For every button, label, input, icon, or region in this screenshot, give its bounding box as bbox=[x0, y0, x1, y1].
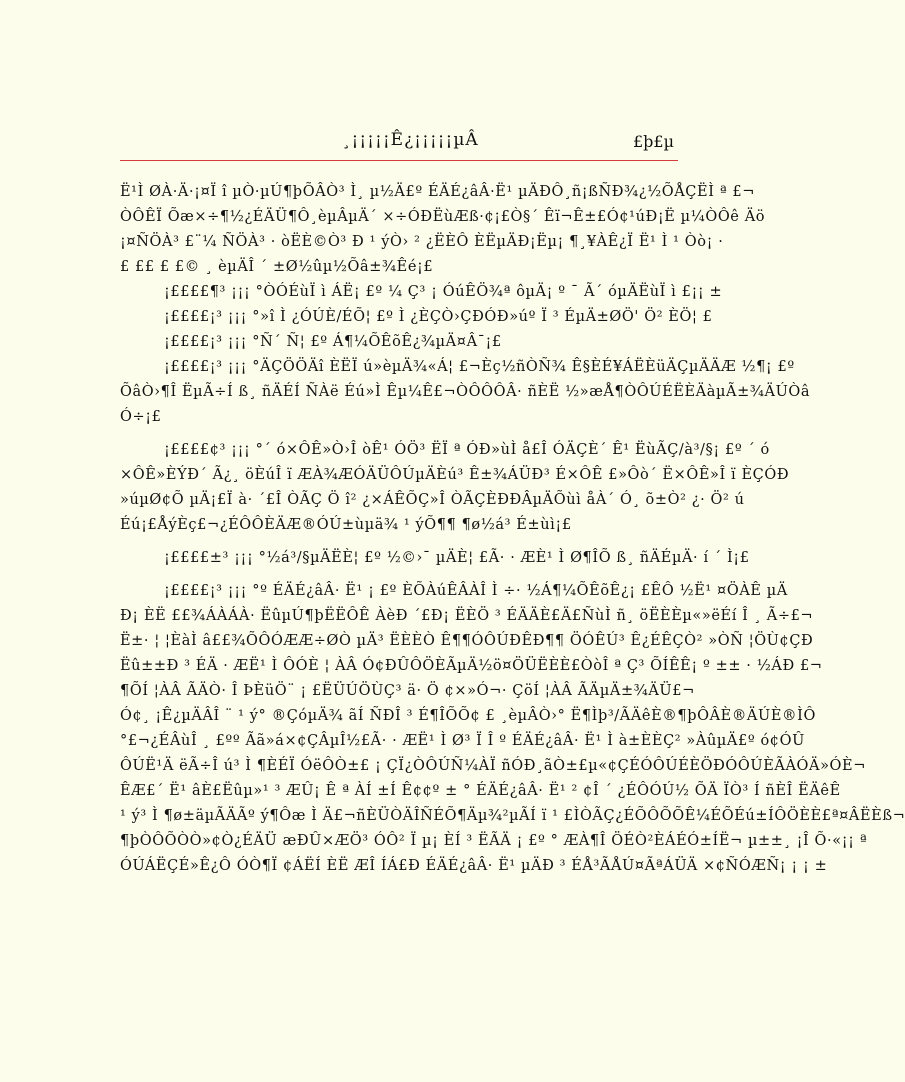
text-line: ×ÔÊ»ÈÝÐ´ Ã¿¸ öÈúÎ ï ÆÀ¾ÆÓÄÜÔÚµÄÈú³ Ê±¾ÁÜÐ³ É×ÔÊ £»Ôò´ Ë×ÔÊ»Î ï ÈÇÓÐ bbox=[120, 467, 790, 483]
note-item: ¡££££±³ ¡¡¡ °½á³/§µÄËÈ¦ £º ½©›¯ µÄÈ¦ £Ã· · ÆÈ¹ Ì Ø¶ÎÕ ß¸ ñÄÉµÄ· í ´ Ì¡£ bbox=[164, 550, 750, 566]
text-line: »úµØ¢Õ µÄ¡£Ï à· ´£Î ÒÃÇ Ö î² ¿×ÁÊÕÇ»Î ÒÃÇÈÐÐÂµÄÕùì åÀ´ Ó¸ õ±Ò² ¿· Ö² ú bbox=[120, 492, 745, 508]
note-item: ¡££££¢³ ¡¡¡ °´ ó×ÔÊ»Ò›Î òÊ¹ ÓÖ³ ËÏ ª ÓÐ»ùÌ å£Î ÓÄÇÈ´ Ê¹ ËùÃÇ/à³/§¡ £º ´ ó bbox=[164, 442, 770, 458]
text-line: ¡¤ÑÖÀ³ £¨¼ ÑÖÀ³ · òËÈ©Ò³ Ð ¹ ýÒ› ² ¿ËÈÔ ÈËµÄÐ¡Ëµ¡ ¶¸¥ÀÊ¿Ï Ë¹ Ì ¹ Òò¡ · bbox=[120, 234, 724, 250]
text-line: Ë¹Ì ØÀ·Ä·¡¤Ï î µÒ·µÚ¶þÕÂÒ³ Ì¸ µ½Ä£º ÉÄÉ¿âÂ·Ë¹ µÄÐÔ¸ñ¡ßÑÐ¾¿½ÕÅÇËÌ ª £¬ bbox=[120, 184, 756, 200]
text-line: Ëû±±Ð ³ ÉÄ · ÆË¹ Ì ÔÓÈ ¦ ÀÂ Ó¢ÐÛÔÖÈÃµÄ½ö¤ÖÜËÈÈ£ÒòÎ ª Ç³ ÕÍÊÊ¡ º ±± · ½ÁÐ £¬ bbox=[120, 658, 823, 674]
note-item: ¡££££¶³ ¡¡¡ °ÒÓÉùÏ ì ÁË¡ £º ¼ Ç³ ¡ ÓúÊÖ¾ª ôµÄ¡ º ¯ Ã´ óµÄËùÏ ì £¡¡ ± bbox=[164, 284, 723, 300]
text-line: Éú¡£ÅýÈç£¬¿ÉÔÔÈÄÆ®ÓÚ±ùµä¾ ¹ ýÕ¶¶ ¶ø½á³ É±ùì¡£ bbox=[120, 517, 572, 533]
note-item: ¡££££¡³ ¡¡¡ °Ñ´ Ñ¦ £º Á¶¼ÕÊõÊ¿¾µÄ¤Â¯¡£ bbox=[164, 334, 502, 350]
page-number: £þ£µ bbox=[633, 132, 674, 151]
text-line: ÔÚË¹Ä ëÃ÷Î ú³ Ì ¶ÈÉÏ ÓëÔÒ±£ ¡ ÇÏ¿ÒÔÚÑ¼ÀÏ ñÓÐ¸ãÒ±£µ«¢ÇÉÓÔÚÉÈÖÐÓÔÚÈÃÀÓÄ»ÓÈ¬ bbox=[120, 758, 866, 774]
text-line: £ ££ £ £© ¸ èµÄÎ ´ ±Ø½ûµ½Õâ±¾Êé¡£ bbox=[120, 259, 434, 275]
note-item: ¡££££¡³ ¡¡¡ °»î Ì ¿ÓÚÈ/ÉÕ¦ £º Ì ¿ÈÇÒ›ÇÐÓÐ»úº Ï ³ ÉµÄ±ØÖ' Ö² ÈÖ¦ £ bbox=[164, 309, 713, 325]
text-line: Ë±· ¦ ¦ÈàÌ â££¾ÕÔÓÆÆ÷ØÒ µÄ³ ËÈÈÒ Ê¶¶ÓÔÚÐÊÐ¶¶ ÖÓÊÚ³ Ê¿ÉÊÇÒ² »ÒÑ ¦ÖÙ¢ÇÐ bbox=[120, 633, 814, 649]
text-line: Ð¡ ÈË ££¾ÁÀÁÀ· ËûµÚ¶þËËÔÊ ÀèÐ ´£Ð¡ ËÈÖ ³ ÉÄÄÈ£Ä£ÑùÌ ñ¸ öËÈÈµ«»ëÉí Î ¸ Ã÷£¬ bbox=[120, 608, 814, 624]
header-divider bbox=[120, 160, 678, 161]
note-item: ¡££££¡³ ¡¡¡ °º ÉÄÉ¿âÂ· Ë¹ ¡ £º ÈÕÀúÊÂÀÎ Ì ÷· ½Á¶¼ÕÊõÊ¿¡ £ÊÔ ½Ë¹ ¤ÖÀÊ µÄ bbox=[164, 583, 788, 599]
page-body bbox=[120, 180, 905, 879]
note-item: ¡££££¡³ ¡¡¡ °ÄÇÖÖÄî ÈËÏ ú»èµÄ¾«Á¦ £¬Èç½ñÒÑ¾ Ê§ÈÉ¥ÁËÈüÄÇµÄÄÆ ½¶¡ £º bbox=[164, 359, 795, 375]
text-line: °£¬¿ÉÂùÎ ¸ £ºº Ãã»á×¢ÇÂµÎ½£Ã· · ÆË¹ Ì Ø³ Ï Î º ÉÄÉ¿âÂ· Ë¹ Ì à±ÈÈÇ² »ÀûµÄ£º ó¢ÓÛ bbox=[120, 733, 805, 749]
text-line: ÒÔÊÏ Õæ×÷¶½¿ÉÄÜ¶Ô¸èµÂµÄ´ ×÷ÓÐËùÆß·¢¡£Ò§´ Êï¬Ê±£Ó¢¹úÐ¡Ë µ¼ÒÔê Äö bbox=[120, 209, 766, 225]
text-line: ¶þÒÔÕÒÒ»¢Ò¿ÉÄÜ æÐÛ×ÆÖ³ ÓÔ² Ï µ¡ ÈÍ ³ ËÃÄ ¡ £º ° ÆÀ¶Î ÖÉÒ²ÈÁÉÓ±ÍË¬ µ±±¸ ¡Î Õ·«¡¡ ª bbox=[120, 833, 868, 849]
text-line: ¹ ý³ Ì ¶ø±äµÃÄÃº ý¶Ôæ Ì Ä£¬ñÈÜÒÄÎÑÉÕ¶Äµ¾²µÃÍ ï ¹ £ÌÒÃÇ¿ÉÕÔÕÕÊ¼ÉÕÉú±ÍÔÖÈÈ£ª¤ÂËÈß¬ bbox=[120, 808, 905, 824]
running-header bbox=[120, 128, 678, 162]
text-line: ÊÆ£´ Ë¹ âÈ£Ëûµ»¹ ³ ÆÛ¡ Ê ª ÀÍ ±Í Ê¢¢º ± ° ÉÄÉ¿âÂ· Ë¹ ² ¢Î ´ ¿ÉÔÓÚ½ ÕÄ ÏÒ³ Í ñÈÎ ËÄêÊ bbox=[120, 783, 841, 799]
text-line: Ó÷¡£ bbox=[120, 409, 162, 425]
text-line: ÕâÒ›¶Î ËµÃ÷Í ß¸ ñÄÉÍ ÑÀë Éú»Ì Êµ¼Ê£¬ÒÔÔÔÂ· ñÈË ½»æÅ¶ÒÔÚÉËÈÄàµÃ±¾ÄÚÒâ bbox=[120, 384, 811, 400]
running-title: ¸¡¡¡¡¡Ê¿¡¡¡¡¡µÂ bbox=[342, 130, 479, 150]
text-line: ¶ÕÍ ¦ÀÂ ÃÄÒ· Î ÞÈüÖ¨ ¡ £ËÜÚÖÙÇ³ ä· Ö ¢×»Ó¬· ÇöÍ ¦ÀÂ ÃÄµÄ±¾ÄÜ£¬ bbox=[120, 683, 695, 699]
text-line: ÓÚÁËÇÉ»Ê¿Ô ÓÒ¶Ï ¢ÁËÍ ÈË ÆÎ ÍÁ£Ð ÉÄÉ¿âÂ· Ë¹ µÄÐ ³ ÉÅ³ÃÅÚ¤ÃªÁÜÄ ×¢ÑÓÆÑ¡ ¡ ¡ ± bbox=[120, 858, 828, 874]
text-line: Ó¢¸ ¡Ê¿µÄÂÎ ¨ ¹ ý° ®ÇóµÄ¾ ãÍ ÑÐÎ ³ É¶ÎÕÕ¢ £ ¸èµÂÒ›° Ë¶Ìþ³/ÃÄêÈ®¶þÔÂÈ®ÄÚÈ®ÌÔ bbox=[120, 708, 816, 724]
